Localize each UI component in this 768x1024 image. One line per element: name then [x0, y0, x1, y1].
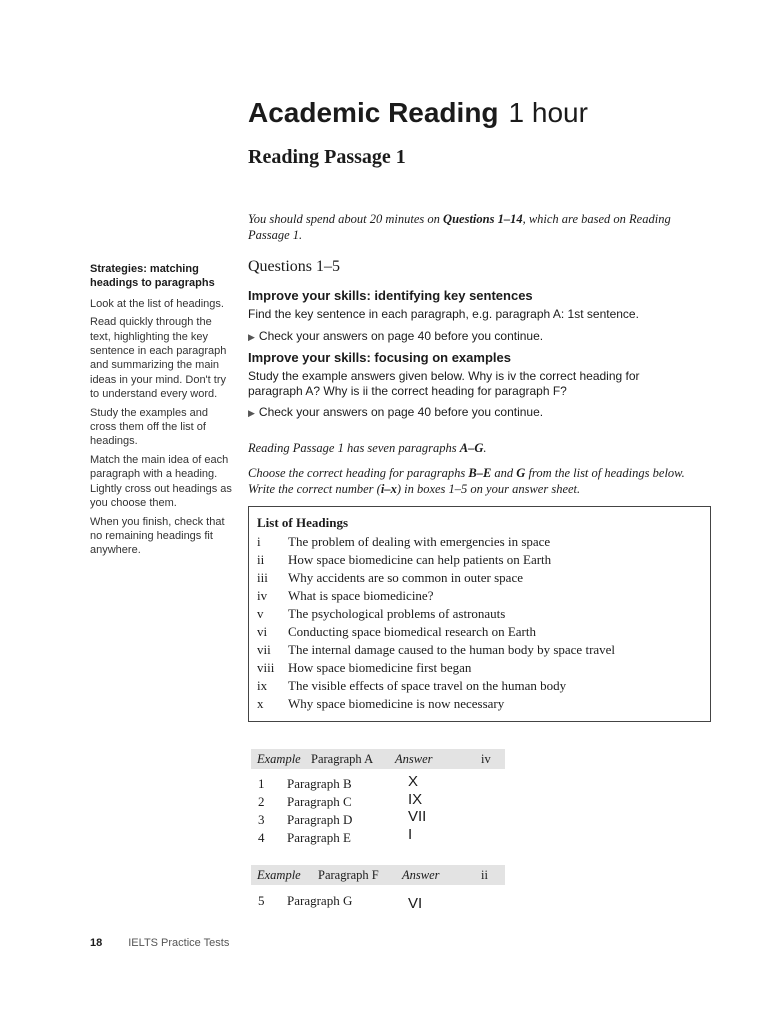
skill-text-key-sentences: Find the key sentence in each paragraph, e.g. paragraph A: 1st sentence. — [248, 307, 639, 321]
arrow-right-icon: ▶ — [248, 332, 255, 342]
question-number: 5 — [258, 893, 265, 908]
answer-value[interactable]: I — [408, 826, 413, 843]
example-label: Example — [257, 868, 301, 882]
example-answer: ii — [481, 868, 488, 882]
book-title: IELTS Practice Tests — [128, 937, 230, 949]
passage-note-end: . — [483, 441, 487, 455]
heading-number: x — [257, 696, 264, 711]
heading-number: viii — [257, 660, 275, 675]
answer-value[interactable]: IX — [408, 791, 423, 808]
heading-item — [257, 659, 471, 677]
heading-text: Conducting space biomedical research on Earth — [288, 624, 536, 639]
example-row — [251, 865, 505, 885]
heading-number: v — [257, 606, 264, 621]
heading-item — [257, 695, 504, 713]
heading-number: vii — [257, 642, 271, 657]
answer-value[interactable]: VI — [408, 895, 423, 912]
question-number: 1 — [258, 776, 265, 791]
answer-paragraph: Paragraph D — [287, 812, 353, 827]
heading-item — [257, 533, 550, 551]
intro-instruction — [248, 211, 688, 243]
instr-text-2: and — [491, 466, 517, 480]
heading-number: iii — [257, 570, 268, 585]
check-answers-note — [248, 405, 543, 419]
heading-item — [257, 551, 551, 569]
heading-item — [257, 641, 615, 659]
check-answers-text: Check your answers on page 40 before you continue. — [258, 329, 544, 343]
answer-row — [258, 775, 352, 793]
example-paragraph: Paragraph F — [318, 868, 379, 882]
instr-text-1: Choose the correct heading for paragraphs — [248, 466, 469, 480]
heading-text: The psychological problems of astronauts — [288, 606, 506, 621]
heading-number: ii — [257, 552, 265, 567]
questions-heading: Questions 1–5 — [248, 258, 340, 275]
question-number: 2 — [258, 794, 265, 809]
heading-text: The problem of dealing with emergencies in space — [288, 534, 551, 549]
page-number: 18 — [90, 937, 103, 949]
answer-row — [258, 892, 352, 910]
intro-questions: Questions 1–14 — [443, 212, 523, 226]
heading-number: vi — [257, 624, 268, 639]
headings-list-box — [248, 506, 711, 722]
answer-row — [258, 811, 352, 829]
passage-note — [248, 441, 487, 456]
heading-item — [257, 605, 505, 623]
example-answer-label: Answer — [395, 752, 433, 766]
instr-range-2: G — [516, 466, 526, 480]
example-answer-label: Answer — [402, 868, 440, 882]
answer-paragraph: Paragraph B — [287, 776, 352, 791]
example-row — [251, 749, 505, 769]
task-instructions — [248, 465, 698, 497]
answer-paragraph: Paragraph G — [287, 893, 353, 908]
check-answers-note — [248, 329, 543, 343]
section-title: Academic Reading — [248, 97, 499, 128]
heading-number: i — [257, 534, 261, 549]
strategy-tip: Look at the list of headings. — [90, 297, 224, 310]
strategy-tip: Match the main idea of each paragraph with a heading. Lightly cross out headings as you choose them. — [90, 453, 232, 510]
heading-text: What is space biomedicine? — [288, 588, 434, 603]
heading-text: Why accidents are so common in outer space — [288, 570, 523, 585]
check-answers-text: Check your answers on page 40 before you continue. — [258, 405, 544, 419]
example-label: Example — [257, 752, 301, 766]
heading-item — [257, 677, 566, 695]
answer-row — [258, 793, 352, 811]
example-paragraph: Paragraph A — [311, 752, 374, 766]
heading-number: iv — [257, 588, 268, 603]
strategy-tip: Study the examples and cross them off the list of headings. — [90, 406, 209, 448]
intro-text-1: You should spend about 20 minutes on — [248, 212, 444, 226]
heading-item — [257, 569, 523, 587]
duration-label: 1 hour — [508, 97, 588, 128]
example-answer: iv — [481, 752, 491, 766]
answer-paragraph: Paragraph C — [287, 794, 352, 809]
heading-number: ix — [257, 678, 268, 693]
heading-text: Why space biomedicine is now necessary — [288, 696, 505, 711]
instr-text-3: from the list of headings below. Write the correct number ( — [248, 466, 685, 496]
heading-text: The visible effects of space travel on the human body — [288, 678, 567, 693]
page-title — [248, 97, 588, 129]
answer-row — [258, 829, 351, 847]
heading-text: How space biomedicine can help patients on Earth — [288, 552, 552, 567]
intro-text-2: , which are based on Reading Passage 1. — [248, 212, 671, 242]
skill-title-key-sentences: Improve your skills: identifying key sentences — [248, 288, 533, 303]
answer-value[interactable]: VII — [408, 808, 427, 825]
passage-note-range: A–G — [459, 441, 484, 455]
heading-text: How space biomedicine first began — [288, 660, 472, 675]
instr-range-3: i–x — [380, 482, 397, 496]
instr-text-4: ) in boxes 1–5 on your answer sheet. — [396, 482, 581, 496]
page-footer — [90, 937, 229, 949]
strategies-heading: Strategies: matching headings to paragraphs — [90, 263, 215, 290]
skill-title-examples: Improve your skills: focusing on examples — [248, 350, 511, 365]
strategy-tip: When you finish, check that no remaining headings fit anywhere. — [90, 515, 225, 557]
answer-paragraph: Paragraph E — [287, 830, 351, 845]
heading-item — [257, 587, 433, 605]
headings-list-title: List of Headings — [257, 515, 349, 530]
passage-note-text: Reading Passage 1 has seven paragraphs — [248, 441, 460, 455]
strategy-tip: Read quickly through the text, highlighting the key sentence in each paragraph and summarizing the main ideas in your mind. Don't try to understand every word. — [90, 316, 227, 401]
answer-value[interactable]: X — [408, 773, 419, 790]
question-number: 3 — [258, 812, 265, 827]
instr-range-1: B–E — [468, 466, 492, 480]
arrow-right-icon: ▶ — [248, 408, 255, 418]
heading-text: The internal damage caused to the human body by space travel — [288, 642, 616, 657]
strategies-sidebar — [90, 262, 235, 562]
skill-text-examples: Study the example answers given below. Why is iv the correct heading for paragraph A? Why is ii the correct heading for paragraph F? — [248, 369, 640, 398]
question-number: 4 — [258, 830, 265, 845]
heading-item — [257, 623, 536, 641]
passage-title: Reading Passage 1 — [248, 146, 406, 168]
